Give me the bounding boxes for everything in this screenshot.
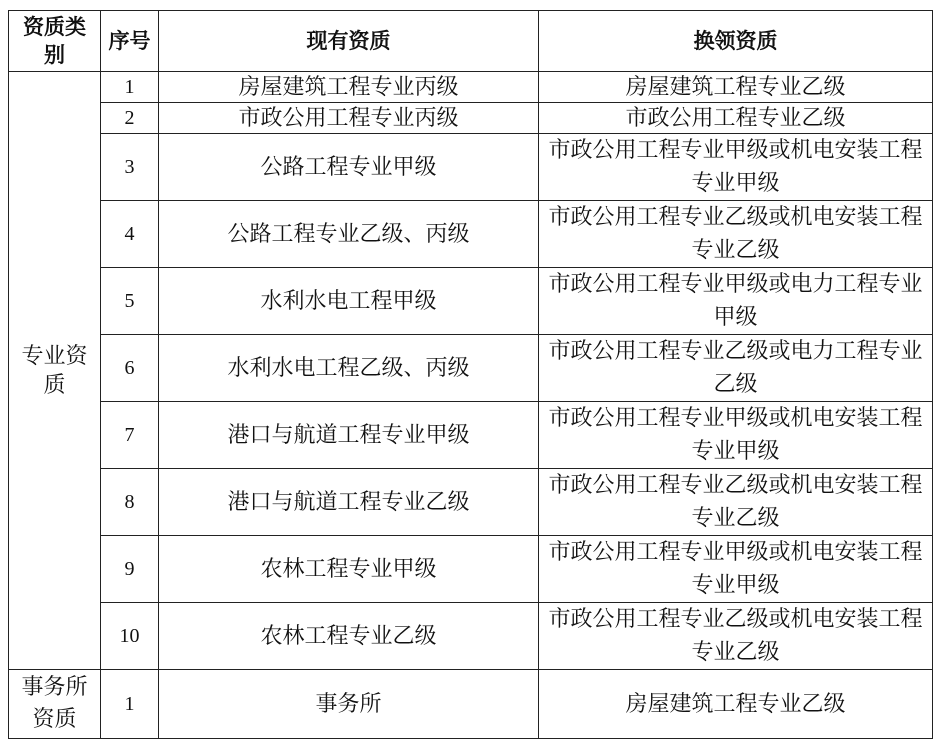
row-index: 5 (101, 268, 159, 335)
current-qualification: 房屋建筑工程专业丙级 (159, 72, 539, 103)
row-index: 6 (101, 335, 159, 402)
current-qualification: 公路工程专业乙级、丙级 (159, 201, 539, 268)
header-exchange: 换领资质 (539, 11, 933, 72)
table-row (9, 603, 933, 670)
current-qualification: 市政公用工程专业丙级 (159, 103, 539, 134)
qualification-table-wrapper (8, 10, 932, 739)
table-row (9, 402, 933, 469)
row-index: 7 (101, 402, 159, 469)
exchange-qualification: 市政公用工程专业乙级或电力工程专业乙级 (539, 335, 933, 402)
table-row (9, 670, 933, 739)
exchange-qualification: 市政公用工程专业乙级 (539, 103, 933, 134)
header-index: 序号 (101, 11, 159, 72)
exchange-qualification: 市政公用工程专业甲级或机电安装工程专业甲级 (539, 402, 933, 469)
row-index: 9 (101, 536, 159, 603)
exchange-qualification: 市政公用工程专业乙级或机电安装工程专业乙级 (539, 201, 933, 268)
row-index: 10 (101, 603, 159, 670)
exchange-qualification: 市政公用工程专业甲级或机电安装工程专业甲级 (539, 134, 933, 201)
exchange-qualification: 市政公用工程专业乙级或机电安装工程专业乙级 (539, 603, 933, 670)
exchange-qualification: 市政公用工程专业乙级或机电安装工程专业乙级 (539, 469, 933, 536)
exchange-qualification: 房屋建筑工程专业乙级 (539, 670, 933, 739)
table-header-row (9, 11, 933, 72)
current-qualification: 水利水电工程甲级 (159, 268, 539, 335)
row-index: 1 (101, 72, 159, 103)
category-cell-firm: 事务所资质 (9, 670, 101, 739)
table-row (9, 134, 933, 201)
table-row (9, 335, 933, 402)
table-row (9, 536, 933, 603)
current-qualification: 公路工程专业甲级 (159, 134, 539, 201)
table-row (9, 469, 933, 536)
category-cell-professional: 专业资质 (9, 72, 101, 670)
row-index: 4 (101, 201, 159, 268)
current-qualification: 港口与航道工程专业乙级 (159, 469, 539, 536)
current-qualification: 水利水电工程乙级、丙级 (159, 335, 539, 402)
row-index: 3 (101, 134, 159, 201)
table-row (9, 268, 933, 335)
table-row (9, 201, 933, 268)
exchange-qualification: 市政公用工程专业甲级或机电安装工程专业甲级 (539, 536, 933, 603)
row-index: 8 (101, 469, 159, 536)
current-qualification: 农林工程专业甲级 (159, 536, 539, 603)
current-qualification: 事务所 (159, 670, 539, 739)
row-index: 2 (101, 103, 159, 134)
exchange-qualification: 市政公用工程专业甲级或电力工程专业甲级 (539, 268, 933, 335)
table-row (9, 103, 933, 134)
qualification-table (8, 10, 933, 739)
header-current: 现有资质 (159, 11, 539, 72)
header-category: 资质类别 (9, 11, 101, 72)
current-qualification: 农林工程专业乙级 (159, 603, 539, 670)
current-qualification: 港口与航道工程专业甲级 (159, 402, 539, 469)
exchange-qualification: 房屋建筑工程专业乙级 (539, 72, 933, 103)
table-row (9, 72, 933, 103)
row-index: 1 (101, 670, 159, 739)
